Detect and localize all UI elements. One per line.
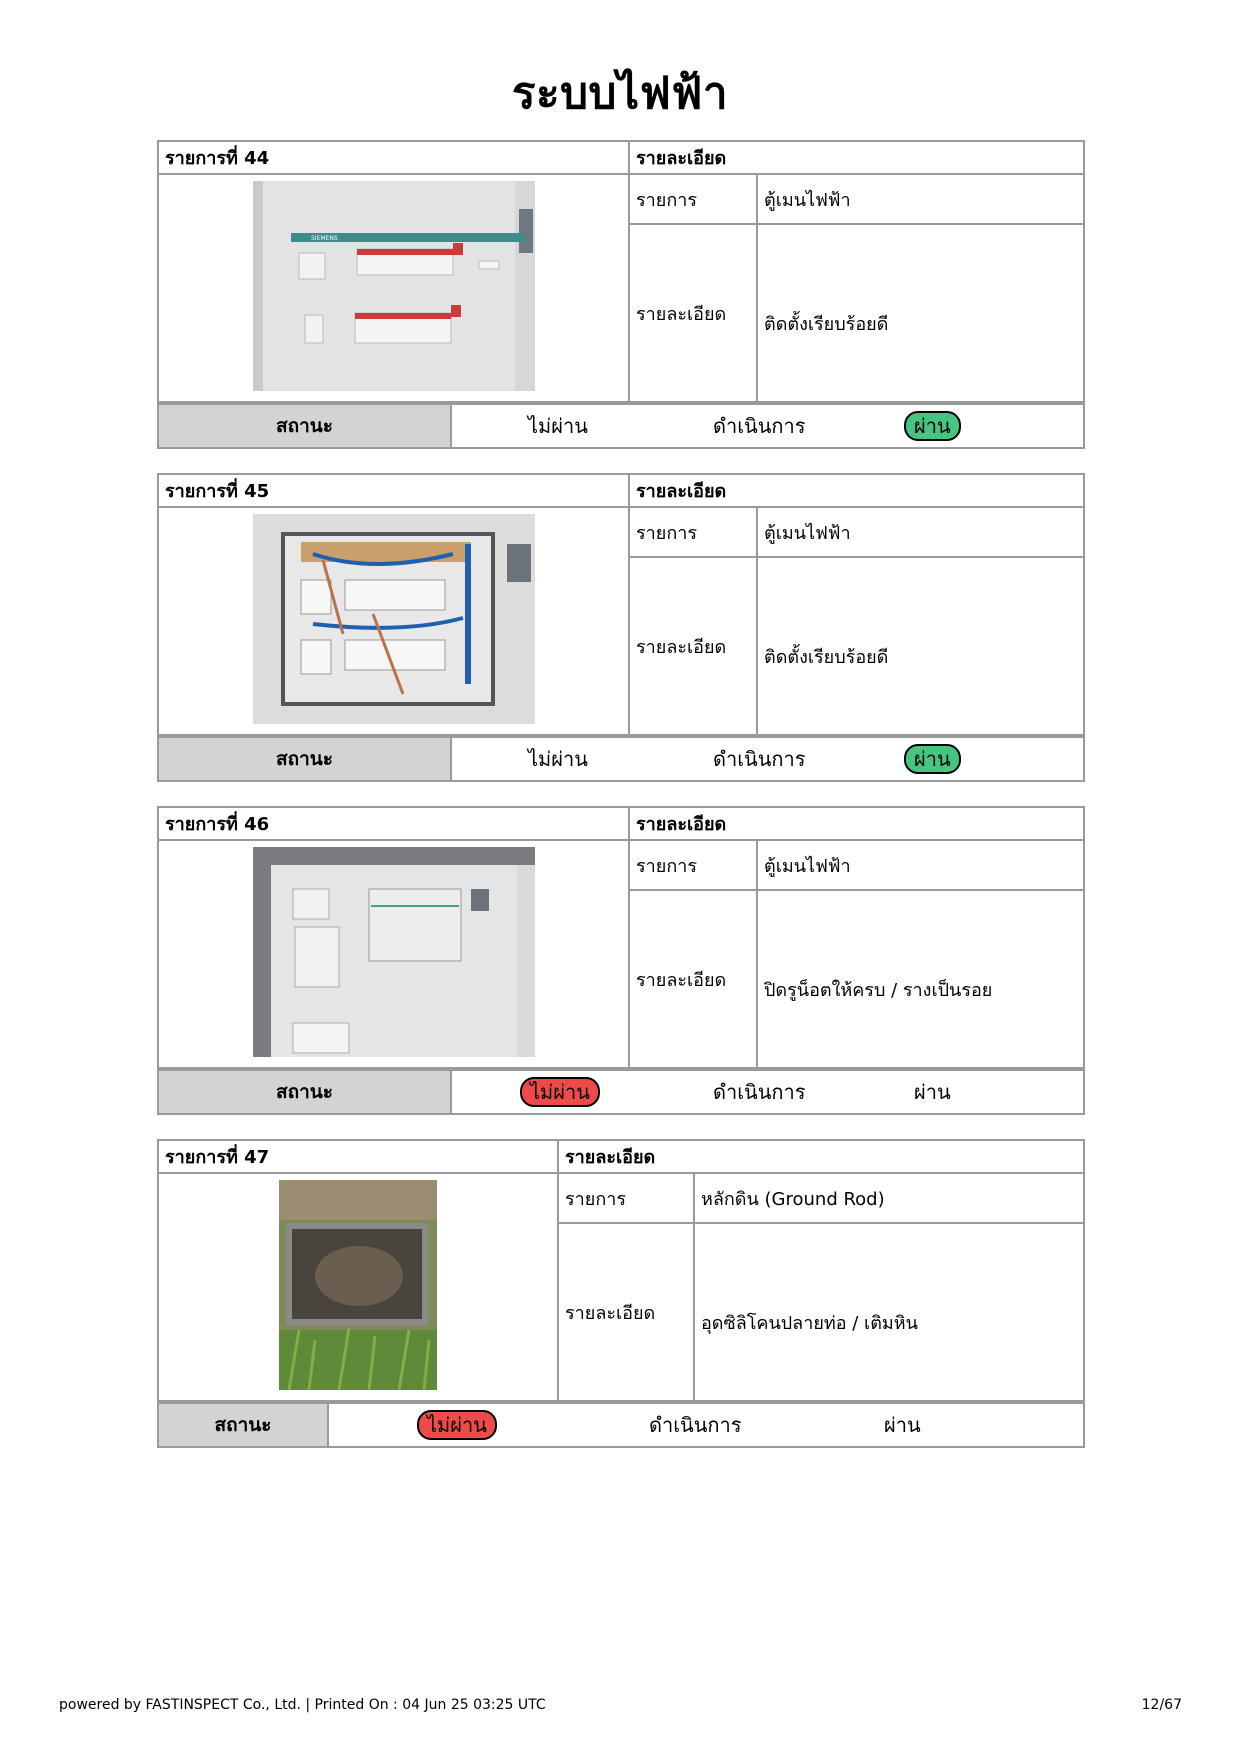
photo-cell — [159, 840, 629, 1068]
panel-open-photo-image — [253, 514, 535, 724]
status-bar — [159, 1069, 1083, 1113]
panel-brand-text: SIEMENS — [310, 234, 338, 242]
photo-cell — [159, 174, 629, 402]
status-option-pass[interactable] — [904, 738, 961, 780]
item-value: หลักดิน (Ground Rod) — [694, 1173, 1083, 1223]
detail-value: อุดซิลิโคนปลายท่อ / เติมหิน — [694, 1223, 1083, 1401]
page-title: ระบบไฟฟ้า — [511, 68, 729, 119]
item-number: รายการที่ 47 — [159, 1141, 558, 1173]
in-progress-label: ดำเนินการ — [713, 747, 806, 771]
status-bar — [159, 736, 1083, 780]
item-label: รายการ — [629, 174, 757, 224]
fail-label: ไม่ผ่าน — [528, 414, 588, 438]
footer-printed-info: powered by FASTINSPECT Co., Ltd. | Printed On : 04 Jun 25 03:25 UTC — [59, 1697, 546, 1713]
status-label: สถานะ — [159, 1071, 452, 1113]
detail-label: รายละเอียด — [629, 890, 757, 1068]
item-label: รายการ — [558, 1173, 694, 1223]
inspection-item-47 — [157, 1139, 1085, 1448]
wall-panel-photo-image — [253, 847, 535, 1057]
status-bar — [159, 403, 1083, 447]
status-option-in-progress[interactable] — [713, 738, 805, 780]
photo-cell — [159, 507, 629, 735]
detail-label: รายละเอียด — [629, 224, 757, 402]
page-number: 12/67 — [1141, 1697, 1182, 1713]
item-label: รายการ — [629, 507, 757, 557]
ground-rod-photo[interactable] — [279, 1180, 437, 1390]
item-value: ตู้เมนไฟฟ้า — [757, 840, 1083, 890]
in-progress-label: ดำเนินการ — [649, 1413, 742, 1437]
pass-label: ผ่าน — [914, 1080, 951, 1104]
details-header: รายละเอียด — [558, 1141, 1083, 1173]
detail-value: ติดตั้งเรียบร้อยดี — [757, 557, 1083, 735]
in-progress-label: ดำเนินการ — [713, 414, 806, 438]
item-number: รายการที่ 46 — [159, 808, 629, 840]
status-option-in-progress[interactable] — [649, 1404, 741, 1446]
inspection-item-46 — [157, 806, 1085, 1115]
photo-cell — [159, 1173, 558, 1401]
status-option-in-progress[interactable] — [713, 1071, 805, 1113]
fail-label-selected: ไม่ผ่าน — [417, 1410, 497, 1440]
detail-label: รายละเอียด — [629, 557, 757, 735]
pass-label-selected: ผ่าน — [904, 744, 961, 774]
fail-label-selected: ไม่ผ่าน — [520, 1077, 600, 1107]
item-label: รายการ — [629, 840, 757, 890]
pass-label-selected: ผ่าน — [904, 411, 961, 441]
status-option-fail[interactable] — [528, 405, 588, 447]
item-value: ตู้เมนไฟฟ้า — [757, 507, 1083, 557]
status-bar — [159, 1402, 1083, 1446]
status-option-fail[interactable] — [528, 738, 588, 780]
status-option-fail[interactable] — [520, 1071, 600, 1113]
detail-value: ปิดรูน็อตให้ครบ / รางเป็นรอย — [757, 890, 1083, 1068]
inspection-item-45 — [157, 473, 1085, 782]
detail-label: รายละเอียด — [558, 1223, 694, 1401]
panel-photo[interactable] — [253, 181, 535, 391]
panel-photo[interactable] — [253, 847, 535, 1057]
in-progress-label: ดำเนินการ — [713, 1080, 806, 1104]
status-option-pass[interactable] — [904, 405, 961, 447]
item-number: รายการที่ 44 — [159, 142, 629, 174]
status-option-in-progress[interactable] — [713, 405, 805, 447]
status-label: สถานะ — [159, 405, 452, 447]
inspection-item-44 — [157, 140, 1085, 449]
item-value: ตู้เมนไฟฟ้า — [757, 174, 1083, 224]
detail-value: ติดตั้งเรียบร้อยดี — [757, 224, 1083, 402]
status-label: สถานะ — [159, 738, 452, 780]
details-header: รายละเอียด — [629, 142, 1083, 174]
fail-label: ไม่ผ่าน — [528, 747, 588, 771]
panel-photo-image — [253, 181, 535, 391]
status-option-fail[interactable] — [417, 1404, 497, 1446]
ground-rod-photo-image — [279, 1180, 437, 1390]
status-option-pass[interactable] — [914, 1071, 951, 1113]
pass-label: ผ่าน — [884, 1413, 921, 1437]
panel-photo[interactable] — [253, 514, 535, 724]
status-option-pass[interactable] — [884, 1404, 921, 1446]
status-label: สถานะ — [159, 1404, 329, 1446]
item-number: รายการที่ 45 — [159, 475, 629, 507]
details-header: รายละเอียด — [629, 808, 1083, 840]
details-header: รายละเอียด — [629, 475, 1083, 507]
